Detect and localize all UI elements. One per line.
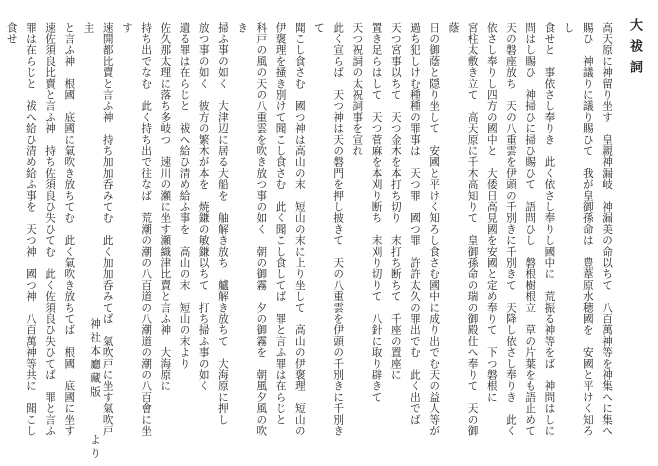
text-line: と言ふ神 根國 底國に氣吹き放ちてむ 此く氣吹き放ちてば 根國 底國に坐す: [63, 22, 76, 437]
text-line: 科戸の風の天の八重雲を吹き放つ事の如く 朝の御霧 夕の御霧を 朝風夕風の吹き: [236, 22, 268, 437]
text-line: 遺る罪は在らじと 祓へ給ひ清め給ふ事を 高山の末 短山の末より: [178, 22, 191, 370]
text-line: 速佐須良比賣と言ふ神 持ち佐須良ひ失ひてむ 此く佐須良ひ失ひてば 罪と言ふ: [44, 22, 57, 437]
text-line: 天つ宮事以ちて 天つ金木を本打ち切り 末打ち断ちて 千座の置座に: [389, 22, 402, 381]
text-line: 天つ祝詞の太祝詞事を宣れ: [351, 22, 364, 157]
text-line: 天の磐座放ち 天の八重雲を伊頭の千別きに千別きて 天降し依さし奉りき 此く: [504, 22, 517, 437]
text-line: 食せと 事依さし奉りき 此く依さし奉りし國中に 荒振る神等をば 神問はしに: [543, 22, 556, 437]
text-line: 宮柱太敷き立て 高天原に千木高知りて 皇御孫命の瑞の御殿仕へ奉りて 天の御蔭: [447, 22, 479, 437]
text-line: 罪は在らじと 祓へ給ひ清め給ふ事を 天つ神 國つ神 八百萬神等共に 聞こし食せ: [5, 22, 37, 437]
publisher-credit: [88, 318, 103, 461]
text-line: 伊褒理を掻き別けて聞こし食さむ 此く聞こし食してば 罪と言ふ罪は在らじと: [274, 22, 287, 426]
text-line: 置き足らはして 天つ菅麻を本刈り断ち 末刈り切りて 八針に取り辟きて: [370, 22, 383, 403]
text-line: 聞こし食さむ 國つ神は高山の末 短山の末に上り坐して 高山の伊褒理 短山の: [293, 22, 306, 437]
publisher-suffix: より: [89, 433, 101, 461]
document-title: 大祓詞: [627, 18, 642, 81]
text-line: 日の御蔭と隠り坐して 安國と平けく知ろし食さむ國中に成り出でむ天の益人等が: [428, 22, 441, 437]
text-line: 高天原に神留り坐す 皇親神漏岐 神漏美の命以ちて 八百萬神等を神集へに集へ: [601, 22, 613, 437]
text-line: 佐久那太理に落ち多岐つ 速川の瀬に坐す瀬織津比賣と言ふ神 大海原に: [159, 22, 172, 392]
document-body: [5, 22, 616, 442]
text-line: [0, 22, 2, 442]
text-line: 此く宣らば 天つ神は天の磐門を押し披きて 天の八重雲を伊頭の千別きに千別きて: [312, 22, 345, 437]
text-line: 持ち出でなむ 此く持ち出で往なば 荒潮の潮の八百道の八潮道の潮の八百會に坐す: [120, 22, 153, 437]
text-line: 掃ふ事の如く 大津辺に居る大船を 舳解き放ち 艫解き放ちて 大海原に押し: [216, 22, 229, 426]
text-line: 賜ひ 神議りに議り賜ひて 我が皇御孫命は 豊葦原水穂國を 安國と平けく知ろし: [562, 22, 594, 437]
text-line: 依さし奉りし四方の國中と 大倭日高見國を安國と定め奉りて 下つ磐根に: [485, 22, 498, 403]
text-line: 放つ事の如く 彼方の繁木が本を 焼鎌の敏鎌以ちて 打ち掃ふ事の如く: [197, 22, 210, 392]
text-line: 問はし賜ひ 神掃ひに掃ひ賜ひて 語問ひし 磐根樹根立 草の片葉をも語止めて: [524, 22, 537, 437]
text-line: 過ち犯しけむ種種の罪事は 天つ罪 國つ罪 許許太久の罪出でむ 此く出でば: [408, 22, 421, 426]
publisher-name: 神社本廳藏版: [89, 318, 101, 400]
text-line: 速開都比賣と言ふ神 持ち加加呑みてむ 此く加加呑みてば 氣吹戸に坐す氣吹戸主: [82, 22, 114, 437]
